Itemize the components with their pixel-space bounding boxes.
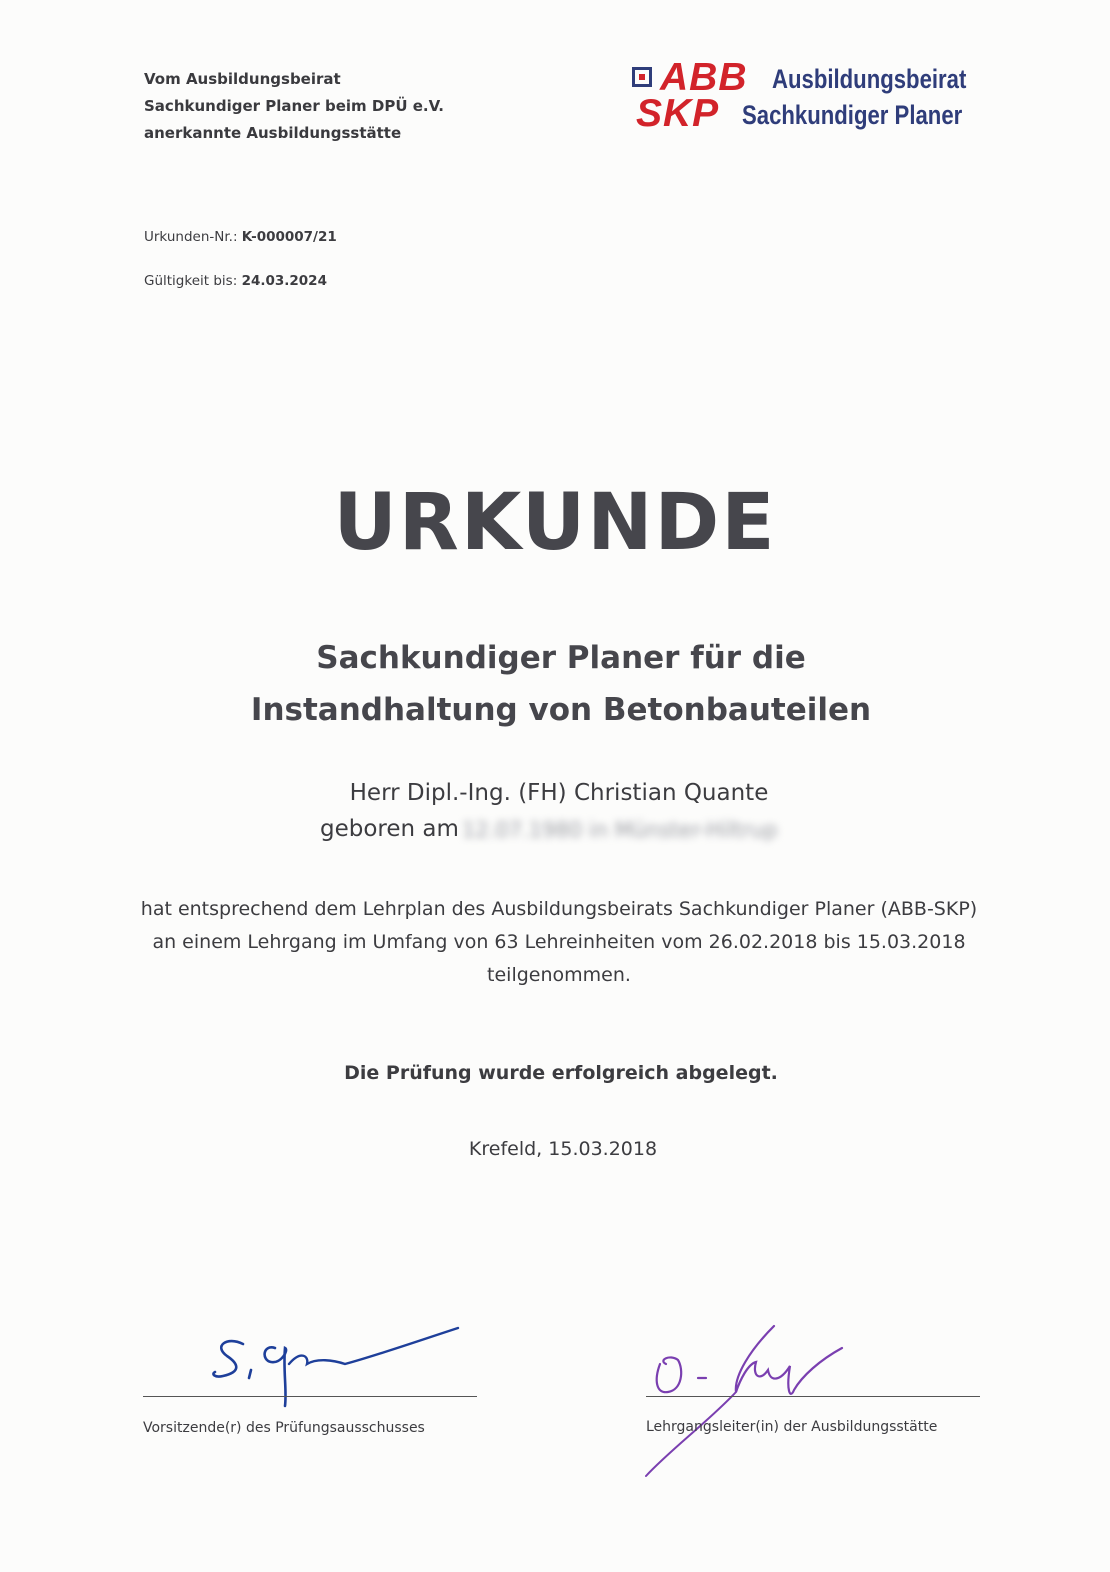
signature-line-right	[646, 1396, 980, 1397]
born-redacted: 12.07.1980 in Münster-Hiltrup	[462, 818, 778, 842]
issuer-line-1: Vom Ausbildungsbeirat	[144, 70, 341, 88]
validity-value: 24.03.2024	[241, 273, 327, 289]
certificate-number	[144, 229, 337, 245]
certificate-number-label: Urkunden-Nr.:	[144, 229, 238, 245]
body-line-2: an einem Lehrgang im Umfang von 63 Lehreinheiten vom 26.02.2018 bis 15.03.2018	[152, 931, 966, 953]
issuer-line-3: anerkannte Ausbildungsstätte	[144, 124, 402, 142]
recipient-name: Herr Dipl.-Ing. (FH) Christian Quante	[349, 780, 769, 806]
validity-label: Gültigkeit bis:	[144, 273, 238, 289]
logo-abb: ABB	[660, 56, 748, 99]
qualification-line-2: Instandhaltung von Betonbauteilen	[250, 692, 872, 728]
body-text	[0, 893, 1110, 992]
born-label: geboren am	[320, 816, 459, 842]
signature-line-left	[143, 1396, 477, 1397]
signature-label-right: Lehrgangsleiter(in) der Ausbildungsstätte	[646, 1419, 938, 1435]
exam-result: Die Prüfung wurde erfolgreich abgelegt.	[344, 1062, 778, 1084]
issuer-block	[144, 66, 444, 147]
validity	[144, 273, 327, 289]
abb-skp-logo	[630, 58, 990, 138]
place-date: Krefeld, 15.03.2018	[468, 1138, 658, 1160]
body-line-3: teilgenommen.	[487, 964, 631, 986]
logo-text-1: Ausbildungsbeirat	[772, 64, 967, 94]
page-title: URKUNDE	[333, 478, 777, 568]
qualification-line-1: Sachkundiger Planer für die	[316, 640, 806, 676]
qualification-title	[0, 632, 1110, 736]
signature-label-left: Vorsitzende(r) des Prüfungsausschusses	[143, 1420, 425, 1436]
body-line-1: hat entsprechend dem Lehrplan des Ausbildungsbeirats Sachkundiger Planer (ABB-SKP)	[140, 898, 978, 920]
certificate-number-value: K-000007/21	[241, 229, 337, 245]
signature-right	[640, 1320, 850, 1482]
issuer-line-2: Sachkundiger Planer beim DPÜ e.V.	[144, 97, 444, 115]
signature-left	[205, 1320, 470, 1415]
logo-skp: SKP	[636, 92, 720, 135]
logo-square-icon	[632, 67, 652, 87]
logo-text-2: Sachkundiger Planer	[742, 100, 963, 130]
